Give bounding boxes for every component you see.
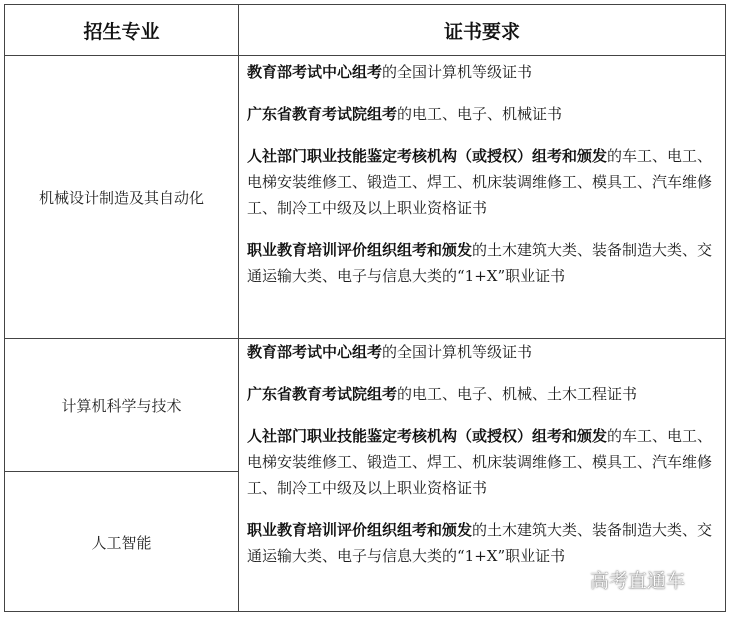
major-cell: 人工智能 [91, 533, 152, 552]
requirement-detail: 的电工、电子、机械、土木工程证书 [397, 385, 638, 403]
watermark-text: 高考直通车 [590, 570, 686, 592]
requirement-detail: 的车工、电工、电梯安装维修工、锻造工、焊工、机床装调维修工、模具工、汽车维修工、制冷工中级及以上职业资格证书 [247, 427, 713, 497]
requirements-list [247, 59, 721, 289]
issuer: 人社部门职业技能鉴定考核机构（或授权）组考和颁发 [247, 427, 608, 445]
requirement-detail: 的全国计算机等级证书 [382, 343, 533, 361]
column-divider [238, 5, 239, 611]
issuer: 人社部门职业技能鉴定考核机构（或授权）组考和颁发 [247, 147, 608, 165]
issuer: 广东省教育考试院组考 [247, 105, 398, 123]
requirement-detail: 的土木建筑大类、装备制造大类、交通运输大类、电子与信息大类的“1+X”职业证书 [247, 241, 713, 285]
requirement-item [247, 517, 721, 569]
header-major: 招生专业 [83, 20, 160, 43]
requirement-item [247, 59, 721, 85]
requirement-item [247, 339, 721, 365]
requirement-item [247, 237, 721, 289]
major-cell: 机械设计制造及其自动化 [38, 188, 204, 207]
header-certificate: 证书要求 [443, 20, 520, 43]
requirement-item [247, 381, 721, 407]
requirement-item [247, 423, 721, 501]
requirements-list [247, 339, 721, 569]
requirement-detail: 的全国计算机等级证书 [382, 63, 533, 81]
issuer: 职业教育培训评价组织组考和颁发 [247, 241, 473, 259]
issuer: 职业教育培训评价组织组考和颁发 [247, 521, 473, 539]
issuer: 教育部考试中心组考 [247, 343, 383, 361]
requirement-detail: 的电工、电子、机械证书 [397, 105, 563, 123]
major-cell: 计算机科学与技术 [61, 396, 182, 415]
requirement-detail: 的车工、电工、电梯安装维修工、锻造工、焊工、机床装调维修工、模具工、汽车维修工、制冷工中级及以上职业资格证书 [247, 147, 713, 217]
issuer: 教育部考试中心组考 [247, 63, 383, 81]
requirement-detail: 的土木建筑大类、装备制造大类、交通运输大类、电子与信息大类的“1+X”职业证书 [247, 521, 713, 565]
requirement-item [247, 143, 721, 221]
requirement-item [247, 101, 721, 127]
certificate-table [4, 4, 726, 612]
issuer: 广东省教育考试院组考 [247, 385, 398, 403]
